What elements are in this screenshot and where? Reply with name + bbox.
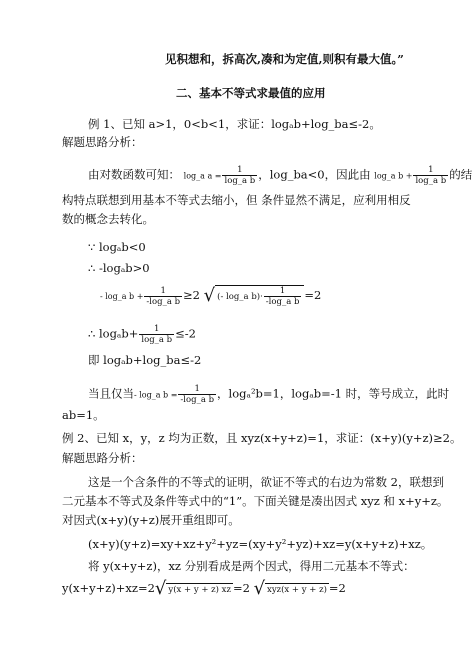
section-heading: 二、基本不等式求最值的应用 xyxy=(176,86,326,100)
formula: log_a b + xyxy=(374,171,413,181)
paragraph-line: 由对数函数可知： log_a a = $\frac{1}{\text{log\_a b}}$ ，log_ba<0，因此由 log_a b + $\frac{1}{\text{log\_a b}}$ 的结 xyxy=(88,165,472,186)
math-line: - log_a b + $\frac{1}{\text{-log\_a b}}$ ≥2 √ (- log_a b) · $\frac{1}{\text{-log\_a b}}$ =2 xyxy=(100,285,322,307)
formula: log_a a = xyxy=(183,171,222,181)
math-line: ∴ logₐb+ $\frac{1}{\text{log\_a b}}$ ≤-2 xyxy=(88,324,196,345)
paragraph-line: 构特点联想到用基本不等式去缩小，但 条件显然不满足，应利用相反 xyxy=(62,193,411,207)
math-line: y(x+y+z)+xz=2 √ y(x + y + z) xz =2 √ xyz(x + y + z) =2 xyxy=(62,578,346,599)
paragraph-line: 数的概念去转化。 xyxy=(62,212,154,226)
example-2-statement: 例 2、已知 x，y，z 均为正数，且 xyz(x+y+z)=1，求证：(x+y)(y+z)≥2。 xyxy=(62,431,462,445)
fraction: $\frac{1}{\text{log\_a b}}$ xyxy=(224,165,256,186)
square-root: √ xyz(x + y + z) xyxy=(253,578,327,599)
fraction: $\frac{1}{\text{log\_a b}}$ xyxy=(141,324,173,345)
paragraph-line: 这是一个含条件的不等式的证明，欲证不等式的右边为常数 2，联想到 xyxy=(88,475,444,489)
quote-line: 见积想和，拆高次,凑和为定值,则积有最大值。” xyxy=(165,52,404,66)
paragraph-line: 二元基本不等式及条件等式中的“1”。下面关键是凑出因式 xyz 和 x+y+z。 xyxy=(62,494,449,508)
solution-idea-label-1: 解题思路分析： xyxy=(62,135,143,149)
paragraph-line: 当且仅当- log_a b = $\frac{1}{\text{-log\_a b}}$ ，logₐ²b=1，logₐb=-1 时，等号成立，此时 xyxy=(88,384,450,405)
math-line: ∵ logₐb<0 xyxy=(88,240,146,254)
paragraph-line: ab=1。 xyxy=(62,408,105,422)
fraction: $\frac{1}{\text{-log\_a b}}$ xyxy=(146,285,181,307)
fraction: $\frac{1}{\text{log\_a b}}$ xyxy=(415,165,447,186)
fraction: $\frac{1}{\text{-log\_a b}}$ xyxy=(180,384,215,405)
solution-idea-label-2: 解题思路分析： xyxy=(62,451,143,465)
square-root: √ y(x + y + z) xz xyxy=(154,578,231,599)
paragraph-line: 对因式(x+y)(y+z)展开重组即可。 xyxy=(62,513,240,527)
math-line: (x+y)(y+z)=xy+xz+y²+yz=(xy+y²+yz)+xz=y(x+y+z)+xz。 xyxy=(88,537,433,551)
square-root: √ (- log_a b) · $\frac{1}{\text{-log\_a b}}$ xyxy=(204,285,305,307)
math-line: 即 logₐb+log_ba≤-2 xyxy=(88,353,202,367)
math-line: ∴ -logₐb>0 xyxy=(88,261,150,275)
paragraph-line: 将 y(x+y+z)，xz 分别看成是两个因式，得用二元基本不等式： xyxy=(88,559,415,573)
example-1-statement: 例 1、已知 a>1，0<b<1，求证：logₐb+log_ba≤-2。 xyxy=(88,117,381,131)
